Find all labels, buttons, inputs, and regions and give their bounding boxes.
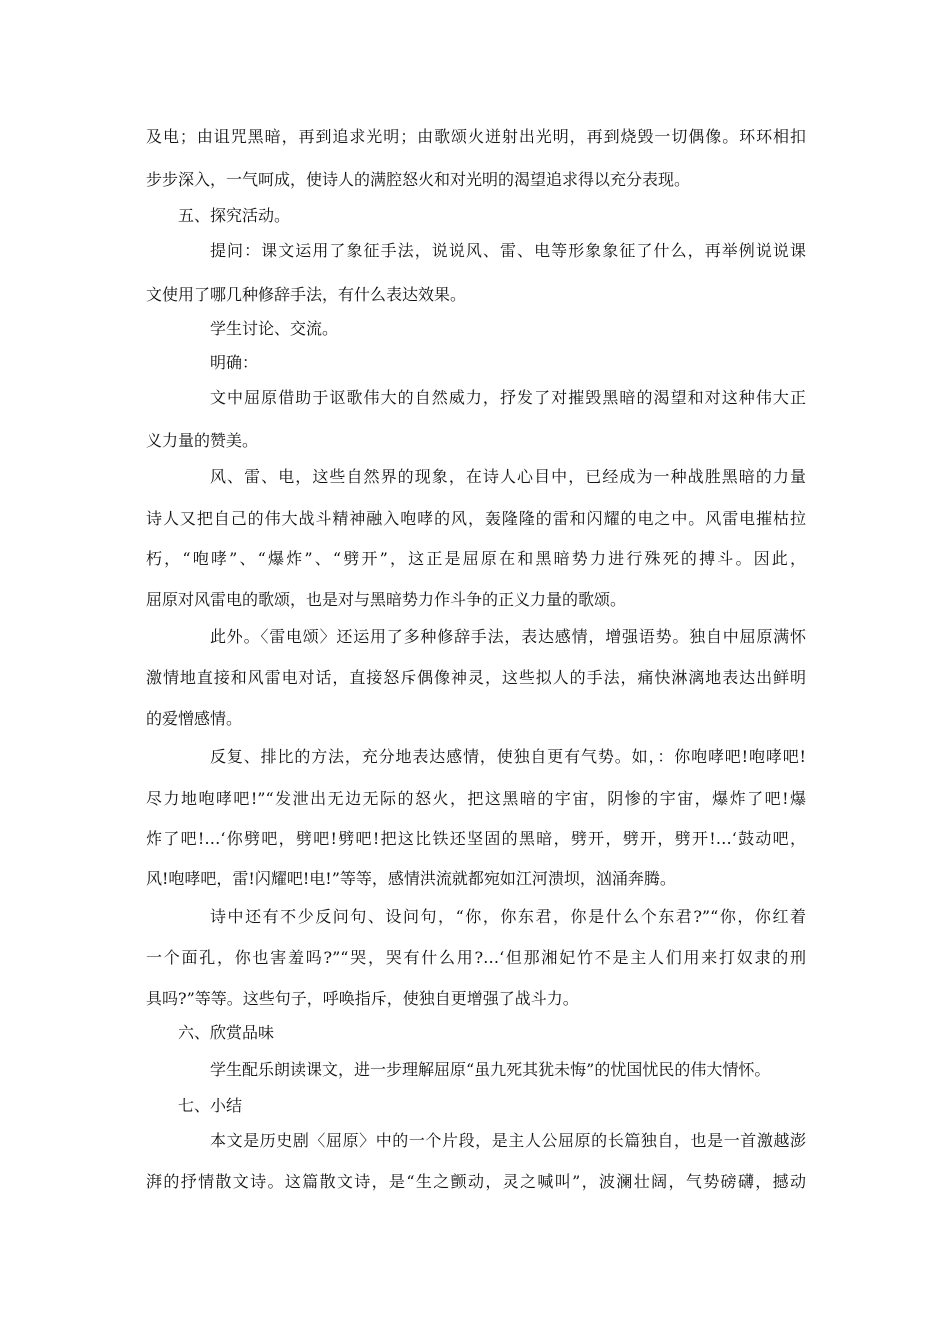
body-line: 此外。〈雷电颂〉还运用了多种修辞手法，表达感情，增强语势。独自中屈原满怀 [210,627,806,646]
body-line: 义力量的赞美。 [146,431,259,450]
section-heading: 五、探究活动。 [178,206,291,225]
body-line: 反复、排比的方法，充分地表达感情，使独自更有气势。如，：你咆哮吧!咆哮吧! [210,747,806,766]
body-line: 风、雷、电，这些自然界的现象，在诗人心目中，已经成为一种战胜黑暗的力量 [210,467,806,486]
section-heading: 六、欣赏品味 [178,1023,275,1042]
body-line: 步步深入，一气呵成，使诗人的满腔怒火和对光明的渴望追求得以充分表现。 [146,170,691,189]
body-line: 激情地直接和风雷电对话，直接怒斥偶像神灵，这些拟人的手法，痛快淋漓地表达出鲜明 [146,668,806,687]
body-line: 风!咆哮吧，雷!闪耀吧!电!”等等，感情洪流就都宛如江河溃坝，汹涌奔腾。 [146,869,676,888]
body-line: 本文是历史剧〈屈原〉中的一个片段，是主人公屈原的长篇独自，也是一首激越澎 [210,1131,806,1150]
body-line: 提问：课文运用了象征手法，说说风、雷、电等形象象征了什么，再举例说说课 [210,241,806,260]
body-line: 炸了吧!…‘你劈吧，劈吧!劈吧!把这比铁还坚固的黑暗，劈开，劈开，劈开!…‘鼓动吧， [146,829,806,848]
body-line: 尽力地咆哮吧!”“发泄出无边无际的怒火，把这黑暗的宇宙，阴惨的宇宙，爆炸了吧!爆 [146,789,806,808]
body-line: 诗中还有不少反问句、设问句，“你，你东君，你是什么个东君?”“你，你红着 [210,907,806,926]
body-line: 一个面孔，你也害羞吗?”“哭，哭有什么用?…‘但那湘妃竹不是主人们用来打奴隶的刑 [146,948,806,967]
body-line: 文使用了哪几种修辞手法，有什么表达效果。 [146,285,467,304]
body-line: 学生配乐朗读课文，进一步理解屈原“虽九死其犹未悔”的忧国忧民的伟大情怀。 [210,1060,771,1079]
body-line: 诗人又把自己的伟大战斗精神融入咆哮的风，轰隆隆的雷和闪耀的电之中。风雷电摧枯拉 [146,509,806,528]
body-line: 湃的抒情散文诗。这篇散文诗，是“生之颤动，灵之喊叫”，波澜壮阔，气势磅礴，撼动 [146,1172,806,1191]
body-line: 具吗?”等等。这些句子，呼唤指斥，使独自更增强了战斗力。 [146,989,579,1008]
body-line: 文中屈原借助于讴歌伟大的自然威力，抒发了对摧毁黑暗的渴望和对这种伟大正 [210,388,806,407]
body-line: 明确： [210,353,259,372]
body-line: 及电；由诅咒黑暗，再到追求光明；由歌颂火迸射出光明，再到烧毁一切偶像。环环相扣 [146,127,806,146]
body-line: 屈原对风雷电的歌颂，也是对与黑暗势力作斗争的正义力量的歌颂。 [146,590,627,609]
body-line: 学生讨论、交流。 [210,319,339,338]
body-line: 朽，“咆哮”、“爆炸”、“劈开”，这正是屈原在和黑暗势力进行殊死的搏斗。因此， [146,549,806,568]
section-heading: 七、小结 [178,1096,243,1115]
body-line: 的爱憎感情。 [146,709,243,728]
